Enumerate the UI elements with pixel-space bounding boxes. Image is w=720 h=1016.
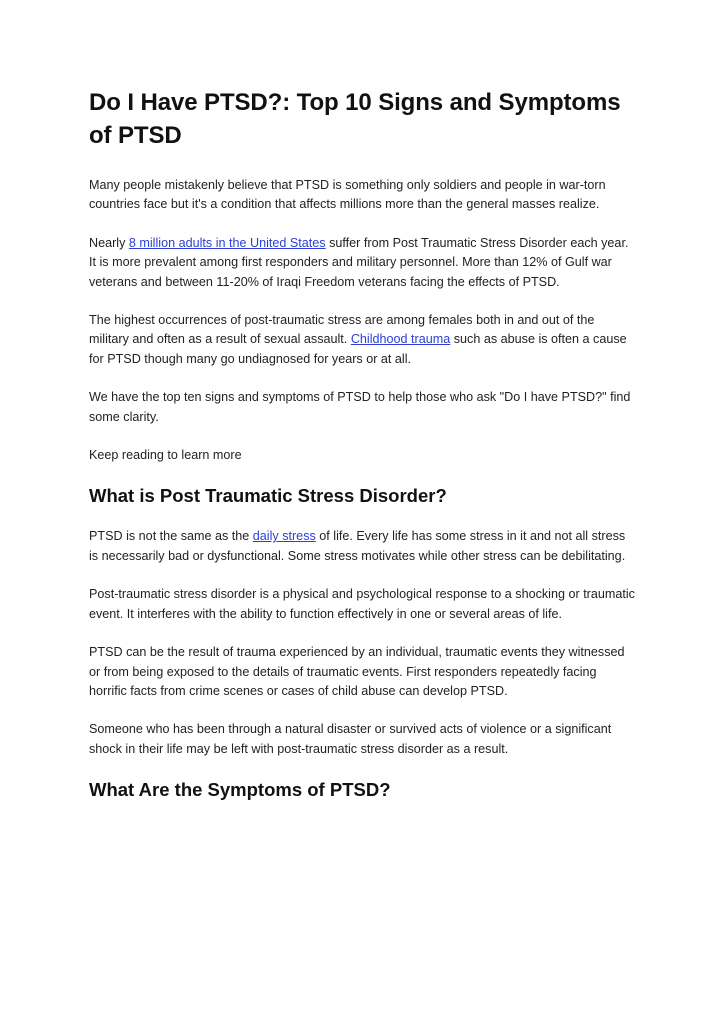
section1-paragraph-4: Someone who has been through a natural disaster or survived acts of violence or a significant shock in their life may be left with post-traumatic stress disorder as a result. [89,722,612,756]
intro-paragraph-4: We have the top ten signs and symptoms of PTSD to help those who ask "Do I have PTSD?" find some clarity. [89,390,631,424]
intro-paragraph-3 [89,311,637,369]
section1-paragraph-2: Post-traumatic stress disorder is a physical and psychological response to a shocking or traumatic event. It interferes with the ability to function effectively in one or several areas of life. [89,587,635,621]
section-heading-what-is-ptsd: What is Post Traumatic Stress Disorder? [89,485,447,507]
section1-paragraph-3: PTSD can be the result of trauma experienced by an individual, traumatic events they witnessed or from being exposed to the details of traumatic events. First responders repeatedly facing horrific facts from crime scenes or cases of child abuse can develop PTSD. [89,645,625,698]
page-title: Do I Have PTSD?: Top 10 Signs and Symptoms of PTSD [89,89,621,149]
intro-paragraph-2 [89,234,637,292]
intro-paragraph-3-text-b: such as abuse is often a cause for PTSD though many go undiagnosed for years or at all. [89,332,627,366]
document-page [89,86,637,821]
section1-paragraph-1-text-a: PTSD is not the same as the [89,529,253,544]
intro-paragraph-2-text-a: Nearly [89,235,129,250]
section1-paragraph-1 [89,527,637,566]
intro-paragraph-5: Keep reading to learn more [89,448,242,463]
daily-stress-link[interactable]: daily stress [252,529,316,544]
intro-paragraph-1: Many people mistakenly believe that PTSD is something only soldiers and people in war-torn countries face but it's a condition that affects millions more than the general masses realize. [89,178,606,212]
section1-paragraph-1-text-b: of life. Every life has some stress in it and not all stress is necessarily bad or dysfunctional. Some stress motivates while other stress can be debilitating. [89,529,626,563]
ptsd-statistics-link[interactable]: 8 million adults in the United States [128,235,326,250]
childhood-trauma-link[interactable]: Childhood trauma [350,332,451,347]
intro-paragraph-2-text-b: suffer from Post Traumatic Stress Disorder each year. It is more prevalent among first responders and military personnel. More than 12% of Gulf war veterans and between 11-20% of Iraqi Freedom veterans facing the effects of PTSD. [89,235,629,289]
intro-paragraph-3-text-a: The highest occurrences of post-traumatic stress are among females both in and out of the military and often as a result of sexual assault. [89,313,595,347]
section-heading-symptoms: What Are the Symptoms of PTSD? [89,779,391,801]
